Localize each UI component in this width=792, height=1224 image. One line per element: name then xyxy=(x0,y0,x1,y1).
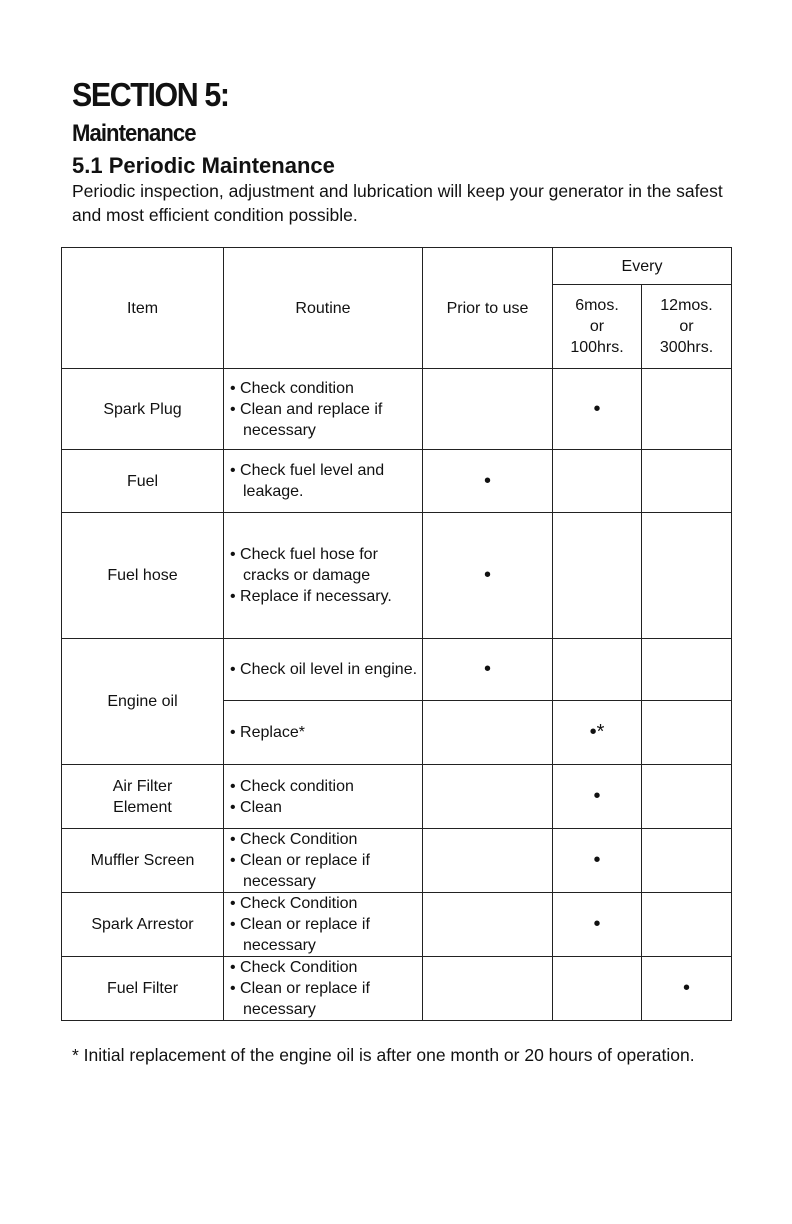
header-6mos-line: or xyxy=(589,318,605,335)
item-cell: Spark Arrestor xyxy=(62,893,224,957)
routine-step: • Check condition xyxy=(230,378,422,399)
12mos-cell xyxy=(642,765,732,829)
table-row xyxy=(62,513,732,639)
routine-step: • Check fuel hose for cracks or damage xyxy=(230,544,422,586)
table-row xyxy=(62,639,732,701)
prior-cell xyxy=(423,369,553,450)
header-6mos xyxy=(553,285,642,369)
6mos-cell xyxy=(553,957,642,1021)
table-row xyxy=(62,957,732,1021)
12mos-cell xyxy=(642,701,732,765)
table-row xyxy=(62,450,732,513)
12mos-cell xyxy=(642,450,732,513)
item-cell: Spark Plug xyxy=(62,369,224,450)
routine-step: • Replace if necessary. xyxy=(230,586,422,607)
6mos-cell xyxy=(553,450,642,513)
6mos-cell: • xyxy=(553,893,642,957)
routine-step: • Clean or replace if necessary xyxy=(230,850,422,892)
routine-step: • Clean xyxy=(230,797,422,818)
item-cell: Fuel xyxy=(62,450,224,513)
header-prior-to-use: Prior to use xyxy=(423,248,553,369)
table-row xyxy=(62,369,732,450)
item-cell: Fuel hose xyxy=(62,513,224,639)
12mos-cell xyxy=(642,829,732,893)
routine-step: • Check Condition xyxy=(230,829,422,850)
6mos-cell xyxy=(553,513,642,639)
prior-cell: • xyxy=(423,513,553,639)
subsection-heading: 5.1 Periodic Maintenance xyxy=(72,153,335,178)
routine-cell xyxy=(224,893,423,957)
header-12mos-line: 12mos. xyxy=(660,297,713,314)
routine-cell xyxy=(224,829,423,893)
item-cell: Air Filter Element xyxy=(62,765,224,829)
routine-step: • Check oil level in engine. xyxy=(230,659,422,680)
routine-cell xyxy=(224,765,423,829)
routine-step: • Check condition xyxy=(230,776,422,797)
routine-cell xyxy=(224,513,423,639)
routine-cell xyxy=(224,369,423,450)
routine-step: • Replace* xyxy=(230,722,422,743)
routine-cell xyxy=(224,450,423,513)
routine-step: • Check fuel level and leakage. xyxy=(230,460,422,502)
prior-cell xyxy=(423,957,553,1021)
routine-step: • Check Condition xyxy=(230,893,422,914)
12mos-cell xyxy=(642,639,732,701)
prior-cell: • xyxy=(423,639,553,701)
item-cell: Fuel Filter xyxy=(62,957,224,1021)
section-subtitle: Maintenance xyxy=(72,120,196,147)
routine-step: • Clean or replace if necessary xyxy=(230,914,422,956)
table-row xyxy=(62,893,732,957)
intro-paragraph: Periodic inspection, adjustment and lubrication will keep your generator in the safest and most efficient condition possible. xyxy=(72,181,723,225)
12mos-cell: • xyxy=(642,957,732,1021)
routine-step: • Check Condition xyxy=(230,957,422,978)
header-every: Every xyxy=(553,248,732,285)
header-routine: Routine xyxy=(224,248,423,369)
item-cell: Muffler Screen xyxy=(62,829,224,893)
header-6mos-line: 6mos. xyxy=(575,297,619,314)
section-title: SECTION 5: xyxy=(72,76,229,113)
prior-cell xyxy=(423,893,553,957)
prior-cell xyxy=(423,829,553,893)
6mos-cell xyxy=(553,639,642,701)
header-12mos xyxy=(642,285,732,369)
footnote: * Initial replacement of the engine oil is after one month or 20 hours of operation. xyxy=(72,1045,695,1065)
table-row xyxy=(62,829,732,893)
prior-cell xyxy=(423,701,553,765)
routine-step: • Clean and replace if necessary xyxy=(230,399,422,441)
routine-cell xyxy=(224,701,423,765)
maintenance-table xyxy=(61,247,732,1021)
header-item: Item xyxy=(62,248,224,369)
6mos-cell: •* xyxy=(553,701,642,765)
routine-cell xyxy=(224,639,423,701)
12mos-cell xyxy=(642,369,732,450)
prior-cell: • xyxy=(423,450,553,513)
6mos-cell: • xyxy=(553,829,642,893)
prior-cell xyxy=(423,765,553,829)
6mos-cell: • xyxy=(553,765,642,829)
table-row xyxy=(62,765,732,829)
12mos-cell xyxy=(642,513,732,639)
routine-cell xyxy=(224,957,423,1021)
routine-step: • Clean or replace if necessary xyxy=(230,978,422,1020)
12mos-cell xyxy=(642,893,732,957)
header-12mos-line: 300hrs. xyxy=(659,339,714,356)
header-6mos-line: 100hrs. xyxy=(570,339,624,356)
header-12mos-line: or xyxy=(679,318,694,335)
item-cell: Engine oil xyxy=(62,639,224,765)
6mos-cell: • xyxy=(553,369,642,450)
